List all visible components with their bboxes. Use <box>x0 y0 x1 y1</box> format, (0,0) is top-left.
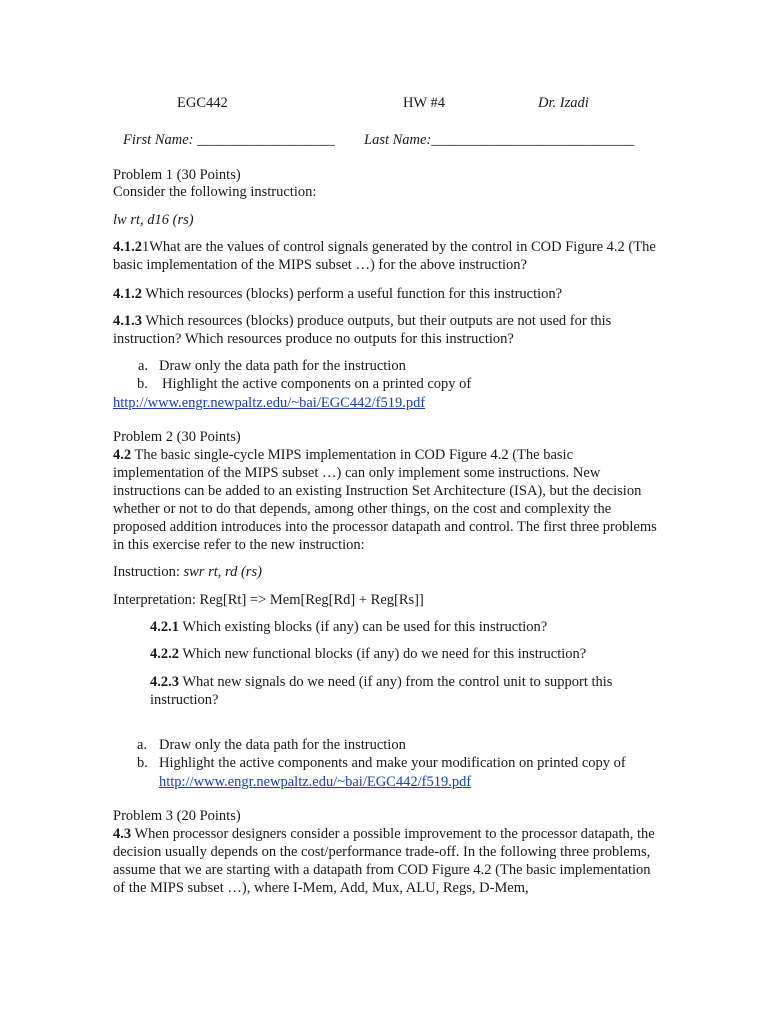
question-4-1-2 <box>113 285 658 303</box>
problem2-instruction <box>113 563 262 581</box>
problem1-instruction: lw rt, d16 (rs) <box>113 212 194 228</box>
list-item-a: Draw only the data path for the instruction <box>159 737 406 753</box>
list-marker-b: b. <box>137 755 148 771</box>
problem3-heading: Problem 3 (20 Points) <box>113 808 241 824</box>
last-name-field[interactable]: Last Name:____________________________ <box>364 132 635 148</box>
question-4-2-2 <box>150 645 650 663</box>
problem1-intro: Consider the following instruction: <box>113 184 317 200</box>
question-text: 1What are the values of control signals generated by the control in COD Figure 4.2 (The basic implementation of the MIPS subset …) for the above instruction? <box>113 239 656 273</box>
list-item-a: Draw only the data path for the instruction <box>159 358 406 374</box>
list-marker-a: a. <box>137 737 148 753</box>
question-number: 4.1.3 <box>113 313 142 329</box>
question-number: 4.1.2 <box>113 239 142 255</box>
instruction-label: Instruction: <box>113 564 184 580</box>
question-number: 4.3 <box>113 826 132 842</box>
question-text: Which existing blocks (if any) can be used for this instruction? <box>179 619 548 635</box>
question-number: 4.1.2 <box>113 286 142 302</box>
list-item-b: Highlight the active components on a printed copy of <box>162 376 472 392</box>
problem2-interpretation: Interpretation: Reg[Rt] => Mem[Reg[Rd] + Reg[Rs]] <box>113 592 424 608</box>
question-text: The basic single-cycle MIPS implementation in COD Figure 4.2 (The basic implementation of the MIPS subset …) can only implement some instructions. New instructions can be added to an existing Instruction Set Architecture (ISA), but the decision whether or not to do that depends, among other things, on the cost and complexity the proposed addition introduces into the processor datapath and control. The first three problems in this exercise refer to the new instruction: <box>113 447 657 553</box>
question-number: 4.2 <box>113 447 132 463</box>
list-marker-a: a. <box>138 358 149 374</box>
datapath-pdf-link[interactable]: http://www.engr.newpaltz.edu/~bai/EGC442/f519.pdf <box>113 395 426 411</box>
question-number: 4.2.3 <box>150 674 179 690</box>
course-code: EGC442 <box>177 95 228 111</box>
instructor-name: Dr. Izadi <box>538 95 589 111</box>
homework-number: HW #4 <box>403 95 446 111</box>
question-4-1-1 <box>113 238 658 274</box>
question-4-2-1 <box>150 618 650 636</box>
question-number: 4.2.1 <box>150 619 179 635</box>
datapath-pdf-link[interactable]: http://www.engr.newpaltz.edu/~bai/EGC442/f519.pdf <box>159 774 472 790</box>
question-text: What new signals do we need (if any) from the control unit to support this instruction? <box>150 674 613 708</box>
first-name-field[interactable]: First Name: ___________________ <box>123 132 335 148</box>
question-text: Which resources (blocks) produce outputs, but their outputs are not used for this instruction? Which resources produce no outputs for this instruction? <box>113 313 612 347</box>
question-4-1-3 <box>113 312 658 348</box>
question-text: Which new functional blocks (if any) do we need for this instruction? <box>179 646 587 662</box>
problem1-heading: Problem 1 (30 Points) <box>113 167 241 183</box>
problem3-description <box>113 825 658 897</box>
list-marker-b: b. <box>137 376 148 392</box>
question-text: When processor designers consider a possible improvement to the processor datapath, the decision usually depends on the cost/performance trade-off. In the following three problems, assume that we are starting with a datapath from COD Figure 4.2 (The basic implementation of the MIPS subset …), where I-Mem, Add, Mux, ALU, Regs, D-Mem, <box>113 826 655 896</box>
instruction-text: swr rt, rd (rs) <box>183 564 262 580</box>
list-item-b: Highlight the active components and make your modification on printed copy of <box>159 755 626 771</box>
question-text: Which resources (blocks) perform a useful function for this instruction? <box>142 286 563 302</box>
problem2-heading: Problem 2 (30 Points) <box>113 429 241 445</box>
question-number: 4.2.2 <box>150 646 179 662</box>
question-4-2-3 <box>150 673 650 709</box>
problem2-description <box>113 446 658 554</box>
